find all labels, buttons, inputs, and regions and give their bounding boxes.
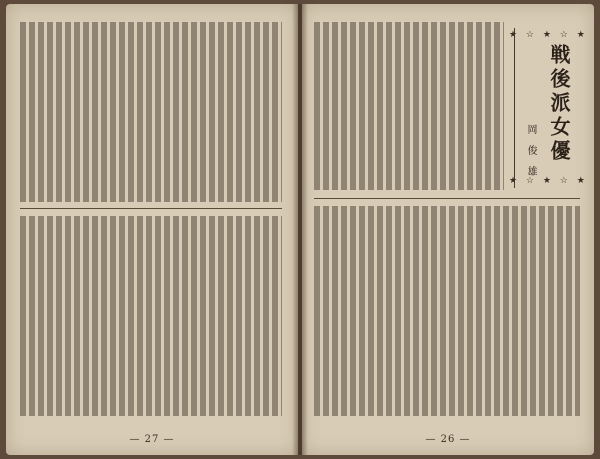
text-column-block — [314, 206, 580, 416]
page-number: — 26 — — [425, 434, 471, 445]
magazine-spread — [6, 4, 594, 455]
star-banner-bottom: ★ ☆ ★ ☆ ★ — [509, 176, 588, 186]
right-page — [302, 4, 594, 455]
left-page — [6, 4, 298, 455]
text-column-block — [314, 22, 504, 190]
article-title: 戦後派女優 — [547, 44, 571, 164]
page-number: — 27 — — [129, 434, 175, 445]
article-author: 岡 俊 雄 — [525, 124, 536, 181]
section-divider — [314, 198, 580, 199]
text-column-block — [20, 22, 282, 202]
article-title-block — [509, 28, 588, 188]
star-banner-top: ★ ☆ ★ ☆ ★ — [509, 30, 588, 40]
section-divider — [20, 208, 282, 209]
text-column-block — [20, 216, 282, 416]
book-gutter — [292, 4, 308, 455]
